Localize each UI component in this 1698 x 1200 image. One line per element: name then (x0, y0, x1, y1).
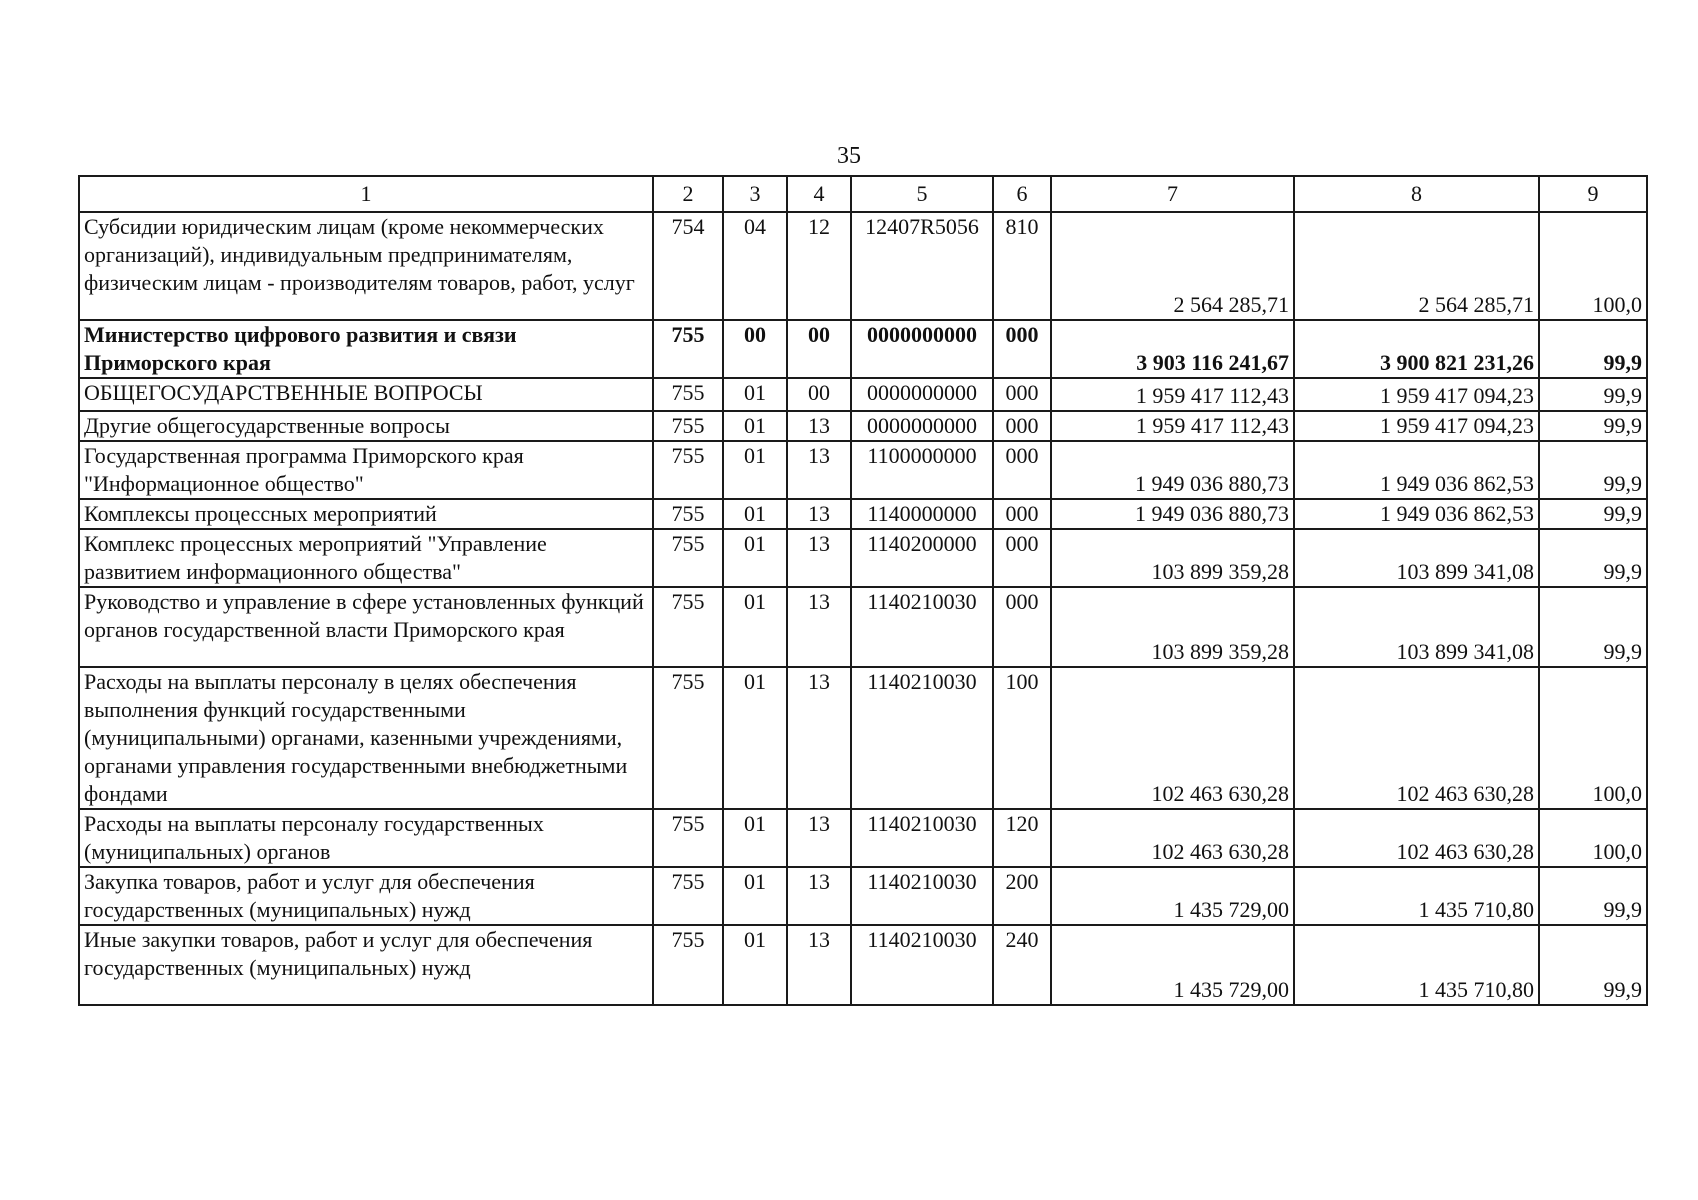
code-subsection: 13 (787, 867, 851, 925)
percent-executed: 99,9 (1539, 925, 1647, 1005)
percent-executed: 99,9 (1539, 441, 1647, 499)
code-section: 01 (723, 925, 787, 1005)
code-subsection: 00 (787, 320, 851, 378)
table-body (79, 176, 1647, 1005)
code-subsection: 00 (787, 378, 851, 411)
amount-planned: 1 435 729,00 (1051, 867, 1294, 925)
table-row (79, 529, 1647, 587)
amount-executed: 1 959 417 094,23 (1294, 378, 1539, 411)
amount-executed: 1 949 036 862,53 (1294, 499, 1539, 529)
code-subsection: 13 (787, 809, 851, 867)
code-expense-type: 000 (993, 499, 1051, 529)
code-target-article: 1140000000 (851, 499, 993, 529)
column-number: 1 (79, 176, 653, 212)
percent-executed: 100,0 (1539, 212, 1647, 320)
expense-name: Закупка товаров, работ и услуг для обеспечения государственных (муниципальных) нужд (79, 867, 653, 925)
expense-name: Другие общегосударственные вопросы (79, 411, 653, 441)
amount-planned: 102 463 630,28 (1051, 809, 1294, 867)
code-ministry: 755 (653, 529, 723, 587)
expense-name: Расходы на выплаты персоналу в целях обеспечения выполнения функций государственными (муниципальными) органами, казенными учреждениями, органами управления государственными внебюджетными фондами (79, 667, 653, 809)
amount-planned: 1 959 417 112,43 (1051, 378, 1294, 411)
code-subsection: 13 (787, 529, 851, 587)
code-section: 01 (723, 499, 787, 529)
code-section: 01 (723, 809, 787, 867)
code-target-article: 1140210030 (851, 587, 993, 667)
code-section: 01 (723, 667, 787, 809)
table-row (79, 499, 1647, 529)
amount-executed: 103 899 341,08 (1294, 587, 1539, 667)
code-target-article: 1100000000 (851, 441, 993, 499)
code-target-article: 1140210030 (851, 925, 993, 1005)
expense-name: Руководство и управление в сфере установленных функций органов государственной власти Приморского края (79, 587, 653, 667)
column-number-row (79, 176, 1647, 212)
code-ministry: 755 (653, 925, 723, 1005)
code-target-article: 1140210030 (851, 809, 993, 867)
code-subsection: 13 (787, 441, 851, 499)
table-row (79, 320, 1647, 378)
code-section: 01 (723, 441, 787, 499)
code-expense-type: 100 (993, 667, 1051, 809)
code-subsection: 13 (787, 587, 851, 667)
percent-executed: 99,9 (1539, 587, 1647, 667)
column-number: 8 (1294, 176, 1539, 212)
amount-executed: 1 435 710,80 (1294, 925, 1539, 1005)
code-target-article: 1140200000 (851, 529, 993, 587)
expense-name: Иные закупки товаров, работ и услуг для обеспечения государственных (муниципальных) нужд (79, 925, 653, 1005)
code-expense-type: 000 (993, 529, 1051, 587)
table-row (79, 867, 1647, 925)
code-expense-type: 000 (993, 587, 1051, 667)
amount-planned: 103 899 359,28 (1051, 587, 1294, 667)
percent-executed: 99,9 (1539, 411, 1647, 441)
amount-executed: 2 564 285,71 (1294, 212, 1539, 320)
code-subsection: 13 (787, 411, 851, 441)
column-number: 9 (1539, 176, 1647, 212)
table-row (79, 411, 1647, 441)
code-subsection: 13 (787, 925, 851, 1005)
code-target-article: 1140210030 (851, 667, 993, 809)
column-number: 6 (993, 176, 1051, 212)
code-ministry: 755 (653, 867, 723, 925)
code-target-article: 1140210030 (851, 867, 993, 925)
column-number: 7 (1051, 176, 1294, 212)
table-row (79, 378, 1647, 411)
code-section: 01 (723, 411, 787, 441)
column-number: 4 (787, 176, 851, 212)
code-ministry: 755 (653, 499, 723, 529)
code-section: 01 (723, 587, 787, 667)
code-expense-type: 120 (993, 809, 1051, 867)
amount-executed: 3 900 821 231,26 (1294, 320, 1539, 378)
expense-name: Расходы на выплаты персоналу государственных (муниципальных) органов (79, 809, 653, 867)
code-section: 00 (723, 320, 787, 378)
column-number: 3 (723, 176, 787, 212)
table-row (79, 925, 1647, 1005)
code-target-article: 0000000000 (851, 411, 993, 441)
amount-planned: 3 903 116 241,67 (1051, 320, 1294, 378)
code-ministry: 755 (653, 320, 723, 378)
code-ministry: 755 (653, 809, 723, 867)
code-subsection: 13 (787, 499, 851, 529)
amount-executed: 102 463 630,28 (1294, 809, 1539, 867)
code-ministry: 754 (653, 212, 723, 320)
code-expense-type: 000 (993, 441, 1051, 499)
amount-planned: 1 949 036 880,73 (1051, 441, 1294, 499)
expense-name: Комплексы процессных мероприятий (79, 499, 653, 529)
amount-executed: 1 435 710,80 (1294, 867, 1539, 925)
amount-planned: 1 435 729,00 (1051, 925, 1294, 1005)
percent-executed: 99,9 (1539, 867, 1647, 925)
budget-table (78, 175, 1648, 1006)
table-row (79, 667, 1647, 809)
code-section: 04 (723, 212, 787, 320)
code-expense-type: 200 (993, 867, 1051, 925)
amount-executed: 103 899 341,08 (1294, 529, 1539, 587)
code-section: 01 (723, 867, 787, 925)
code-target-article: 0000000000 (851, 320, 993, 378)
code-ministry: 755 (653, 587, 723, 667)
expense-name: Субсидии юридическим лицам (кроме некоммерческих организаций), индивидуальным предпринимателям, физическим лицам - производителям товаров, работ, услуг (79, 212, 653, 320)
table-row (79, 587, 1647, 667)
code-expense-type: 000 (993, 411, 1051, 441)
percent-executed: 100,0 (1539, 809, 1647, 867)
amount-executed: 102 463 630,28 (1294, 667, 1539, 809)
column-number: 5 (851, 176, 993, 212)
amount-planned: 2 564 285,71 (1051, 212, 1294, 320)
code-section: 01 (723, 529, 787, 587)
code-subsection: 12 (787, 212, 851, 320)
code-target-article: 0000000000 (851, 378, 993, 411)
amount-executed: 1 959 417 094,23 (1294, 411, 1539, 441)
percent-executed: 99,9 (1539, 378, 1647, 411)
amount-planned: 103 899 359,28 (1051, 529, 1294, 587)
percent-executed: 100,0 (1539, 667, 1647, 809)
code-target-article: 12407R5056 (851, 212, 993, 320)
table-row (79, 212, 1647, 320)
code-section: 01 (723, 378, 787, 411)
code-subsection: 13 (787, 667, 851, 809)
code-ministry: 755 (653, 378, 723, 411)
table-row (79, 441, 1647, 499)
percent-executed: 99,9 (1539, 529, 1647, 587)
code-expense-type: 810 (993, 212, 1051, 320)
code-ministry: 755 (653, 667, 723, 809)
expense-name: Государственная программа Приморского края "Информационное общество" (79, 441, 653, 499)
expense-name: Министерство цифрового развития и связи Приморского края (79, 320, 653, 378)
expense-name: Комплекс процессных мероприятий "Управление развитием информационного общества" (79, 529, 653, 587)
code-ministry: 755 (653, 411, 723, 441)
expense-name: ОБЩЕГОСУДАРСТВЕННЫЕ ВОПРОСЫ (79, 378, 653, 411)
code-expense-type: 000 (993, 320, 1051, 378)
percent-executed: 99,9 (1539, 499, 1647, 529)
amount-executed: 1 949 036 862,53 (1294, 441, 1539, 499)
code-expense-type: 000 (993, 378, 1051, 411)
code-ministry: 755 (653, 441, 723, 499)
page-number: 35 (837, 143, 861, 169)
code-expense-type: 240 (993, 925, 1051, 1005)
amount-planned: 102 463 630,28 (1051, 667, 1294, 809)
amount-planned: 1 959 417 112,43 (1051, 411, 1294, 441)
table-row (79, 809, 1647, 867)
column-number: 2 (653, 176, 723, 212)
percent-executed: 99,9 (1539, 320, 1647, 378)
amount-planned: 1 949 036 880,73 (1051, 499, 1294, 529)
